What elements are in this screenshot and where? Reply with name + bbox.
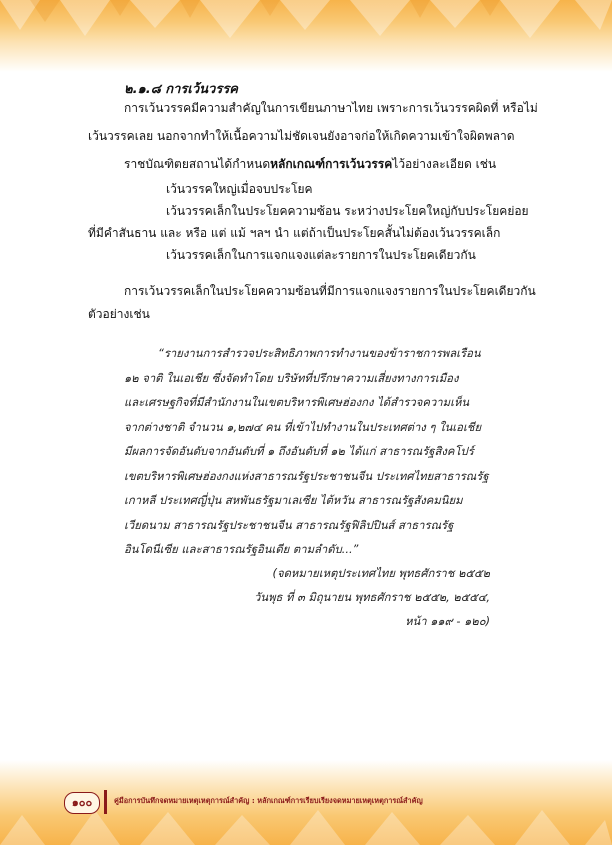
- paragraph-3-line-2: ตัวอย่างเช่น: [88, 307, 150, 321]
- quote-line: เกาหลี ประเทศญี่ปุ่น สหพันธรัฐมาเลเซีย ไต้หวัน สาธารณรัฐสังคมนิยม: [124, 494, 463, 507]
- citation-line-3: หน้า ๑๑๙ - ๑๒๐): [405, 615, 490, 628]
- quote-line: เขตบริหารพิเศษฮ่องกงแห่งสาธารณรัฐประชาชนจีน ประเทศไทยสาธารณรัฐ: [124, 470, 489, 483]
- rule-2-line-1: เว้นวรรคเล็กในประโยคความซ้อน ระหว่างประโยคใหญ่กับประโยคย่อย: [166, 204, 529, 218]
- paragraph-1-line-1: การเว้นวรรคมีความสำคัญในการเขียนภาษาไทย เพราะการเว้นวรรคผิดที่ หรือไม่: [124, 101, 538, 115]
- quote-line: ๑๒ จาติ ในเอเชีย ซึ่งจัดทำโดย บริษัทที่ปรึกษาความเสี่ยงทางการเมือง: [124, 372, 459, 385]
- paragraph-3-line-1: การเว้นวรรคเล็กในประโยคความซ้อนที่มีการแจกแจงรายการในประโยคเดียวกัน: [124, 284, 536, 298]
- quote-line: เวียดนาม สาธารณรัฐประชาชนจีน สาธารณรัฐฟิลิปปินส์ สาธารณรัฐ: [124, 519, 454, 532]
- paragraph-1-line-2: เว้นวรรคเลย นอกจากทำให้เนื้อความไม่ชัดเจนยังอาจก่อให้เกิดความเข้าใจผิดพลาด: [88, 129, 515, 143]
- paragraph-2: [124, 156, 496, 172]
- page-footer: [0, 788, 612, 816]
- quote-line: “รายงานการสำรวจประสิทธิภาพการทำงานของข้าราชการพลเรือน: [158, 347, 481, 360]
- quote-line: และเศรษฐกิจที่มีสำนักงานในเขตบริหารพิเศษฮ่องกง ได้สำรวจความเห็น: [124, 396, 470, 409]
- footer-divider: [104, 790, 107, 814]
- citation-line-2: วันพุธ ที่ ๓ มิถุนายน พุทธศักราช ๒๕๕๒, ๒๕๕๔,: [254, 591, 490, 604]
- quote-line: อินโดนีเซีย และสาธารณรัฐอินเดีย ตามลำดับ...”: [124, 543, 359, 556]
- top-decorative-band: [0, 0, 612, 72]
- section-heading: ๒.๑.๘ การเว้นวรรค: [124, 82, 238, 97]
- footer-title: คู่มือการบันทึกจดหมายเหตุเหตุการณ์สำคัญ : หลักเกณฑ์การเรียบเรียงจดหมายเหตุเหตุการณ์สำคัญ: [114, 796, 423, 805]
- quote-line: จากต่างชาติ จำนวน ๑,๒๗๔ คน ที่เข้าไปทำงานในประเทศต่าง ๆ ในเอเชีย: [124, 421, 482, 434]
- paragraph-2-emphasis: หลักเกณฑ์การเว้นวรรค: [270, 157, 393, 171]
- citation-line-1: (จดหมายเหตุประเทศไทย พุทธศักราช ๒๕๕๒: [272, 567, 490, 580]
- page-number: ๑๐๐: [64, 792, 100, 814]
- rule-1: เว้นวรรคใหญ่เมื่อจบประโยค: [166, 182, 313, 196]
- rule-3: เว้นวรรคเล็กในการแจกแจงแต่ละรายการในประโยคเดียวกัน: [166, 248, 476, 262]
- rule-2-line-2: ที่มีคำสันธาน และ หรือ แต่ แม้ ฯลฯ นำ แต่ถ้าเป็นประโยคสั้นไม่ต้องเว้นวรรคเล็ก: [88, 226, 501, 240]
- paragraph-2-prefix: ราชบัณฑิตยสถานได้กำหนด: [124, 157, 271, 171]
- quote-line: มีผลการจัดอันดับจากอันดับที่ ๑ ถึงอันดับที่ ๑๒ ได้แก่ สาธารณรัฐสิงคโปร์: [124, 445, 474, 458]
- paragraph-2-suffix: ไว้อย่างละเอียด เช่น: [392, 157, 497, 171]
- top-band-pattern: [0, 0, 612, 72]
